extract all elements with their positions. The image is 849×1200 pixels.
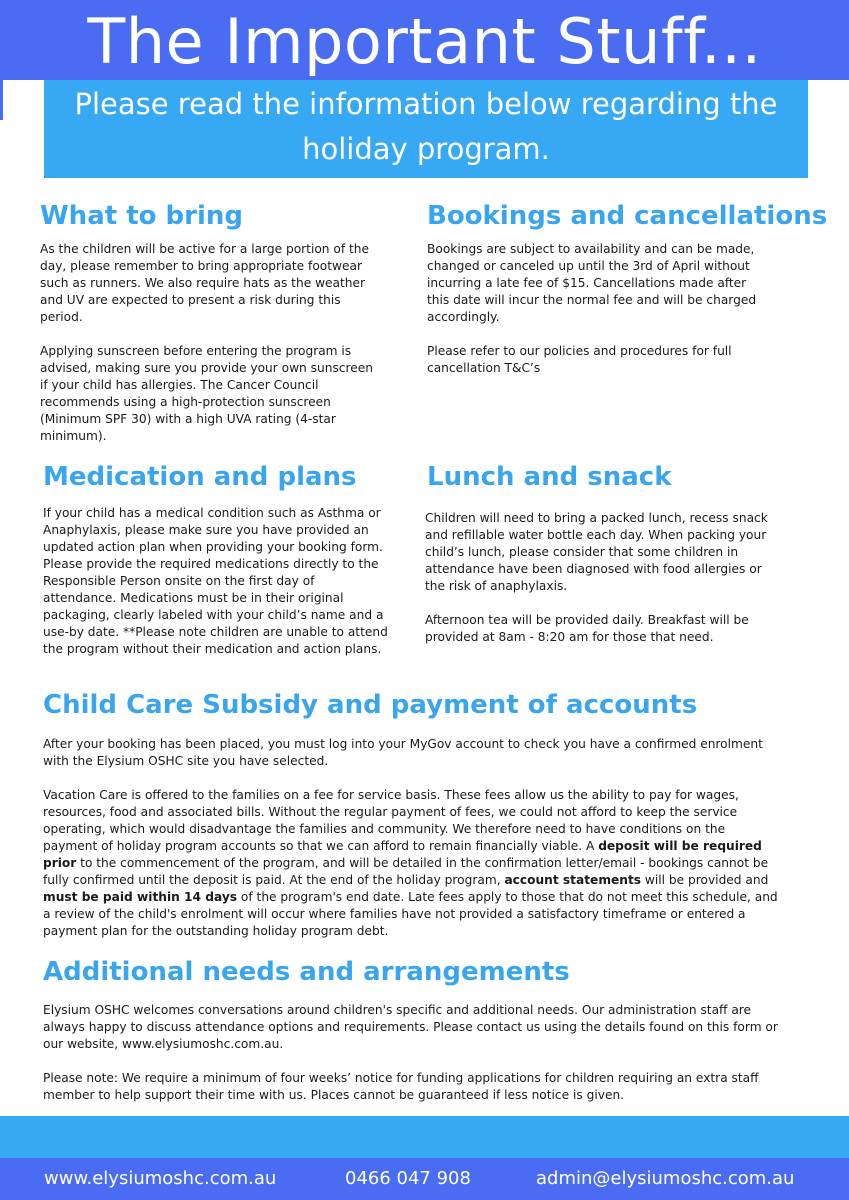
- bookings-heading: Bookings and cancellations: [427, 201, 828, 231]
- what-to-bring-heading: What to bring: [40, 201, 244, 231]
- footer-email-link[interactable]: admin@elysiumoshc.com.au: [536, 1168, 795, 1189]
- additional-needs-paragraph-1: Elysium OSHC welcomes conversations around children's specific and additional needs. Our administration staff are always happy to discuss attendance options and requirements. Please contact us using the details found on this form or our website, www.elysiumoshc.com.au.: [43, 1003, 778, 1051]
- footer-phone[interactable]: 0466 047 908: [345, 1168, 471, 1189]
- medication-heading: Medication and plans: [43, 462, 357, 492]
- lunch-heading: Lunch and snack: [427, 462, 672, 492]
- header-accent-bar: [0, 80, 3, 120]
- subsidy-text-2: to the commencement of the program, and will be detailed in the confirmation letter/email - bookings cannot be fully confirmed until the deposit is paid. At the end of the holiday program,: [43, 856, 769, 887]
- lunch-paragraph-1: Children will need to bring a packed lunch, recess snack and refillable water bottle each day. When packing your child’s lunch, please consider that some children in attendance have been diagnosed with food allergies or the risk of anaphylaxis.: [425, 511, 768, 593]
- medication-paragraph-1: If your child has a medical condition such as Asthma or Anaphylaxis, please make sure you have provided an updated action plan when providing your booking form. Please provide the required medications directly to the Responsible Person onsite on the first day of attendance. Medications must be in their original packaging, clearly labeled with your child’s name and a use-by date. **Please note children are unable to attend the program without their medication and action plans.: [43, 506, 388, 656]
- bookings-section: [427, 241, 767, 377]
- subsidy-heading: Child Care Subsidy and payment of accounts: [43, 690, 698, 720]
- what-to-bring-paragraph-2: Applying sunscreen before entering the program is advised, making sure you provide your own sunscreen if your child has allergies. The Cancer Council recommends using a high-protection sunscreen (Minimum SPF 30) with a high UVA rating (4-star minimum).: [40, 344, 373, 443]
- medication-section: [43, 505, 388, 658]
- lunch-paragraph-2: Afternoon tea will be provided daily. Breakfast will be provided at 8am - 8:20 am for those that need.: [425, 613, 749, 644]
- subsidy-paragraph-1: After your booking has been placed, you must log into your MyGov account to check you have a confirmed enrolment with the Elysium OSHC site you have selected.: [43, 737, 763, 768]
- bookings-paragraph-1: Bookings are subject to availability and can be made, changed or canceled up until the 3rd of April without incurring a late fee of $15. Cancellations made after this date will incur the normal fee and will be charged accordingly.: [427, 242, 757, 324]
- lunch-section: [425, 510, 770, 646]
- additional-needs-heading: Additional needs and arrangements: [43, 957, 570, 987]
- additional-needs-section: [43, 1002, 778, 1104]
- what-to-bring-paragraph-1: As the children will be active for a large portion of the day, please remember to bring appropriate footwear such as runners. We also require hats as the weather and UV are expected to present a risk during this period.: [40, 242, 370, 324]
- additional-needs-paragraph-2: Please note: We require a minimum of four weeks’ notice for funding applications for children requiring an extra staff member to help support their time with us. Places cannot be guaranteed if less notice is given.: [43, 1071, 759, 1102]
- subsidy-text-1: Vacation Care is offered to the families on a fee for service basis. These fees allow us the ability to pay for wages, resources, food and associated bills. Without the regular payment of fees, we could not afford to keep the service operating, which would disadvantage the families and community. We therefore need to have conditions on the payment of holiday program accounts so that we can afford to remain financially viable. A: [43, 788, 739, 853]
- page-title: The Important Stuff...: [87, 5, 762, 78]
- subsidy-section: [43, 736, 778, 940]
- bookings-paragraph-2: Please refer to our policies and procedures for full cancellation T&C’s: [427, 344, 732, 375]
- subsidy-text-3: will be provided and: [641, 873, 769, 887]
- deposit-required-emphasis: deposit will be required prior: [43, 839, 762, 870]
- account-statements-emphasis: account statements: [504, 873, 642, 887]
- what-to-bring-section: [40, 241, 378, 445]
- subsidy-text-4: of the program's end date. Late fees apply to those that do not meet this schedule, and a review of the child's enrolment will occur where families have not provided a satisfactory timeframe or entered a payment plan for the outstanding holiday program debt.: [43, 890, 778, 938]
- footer-accent-band: [0, 1116, 849, 1158]
- page-subtitle: Please read the information below regarding the holiday program.: [74, 87, 778, 166]
- subsidy-paragraph-2: [43, 787, 778, 940]
- footer-website-link[interactable]: www.elysiumoshc.com.au: [44, 1168, 277, 1189]
- payment-deadline-emphasis: must be paid within 14 days: [43, 890, 238, 904]
